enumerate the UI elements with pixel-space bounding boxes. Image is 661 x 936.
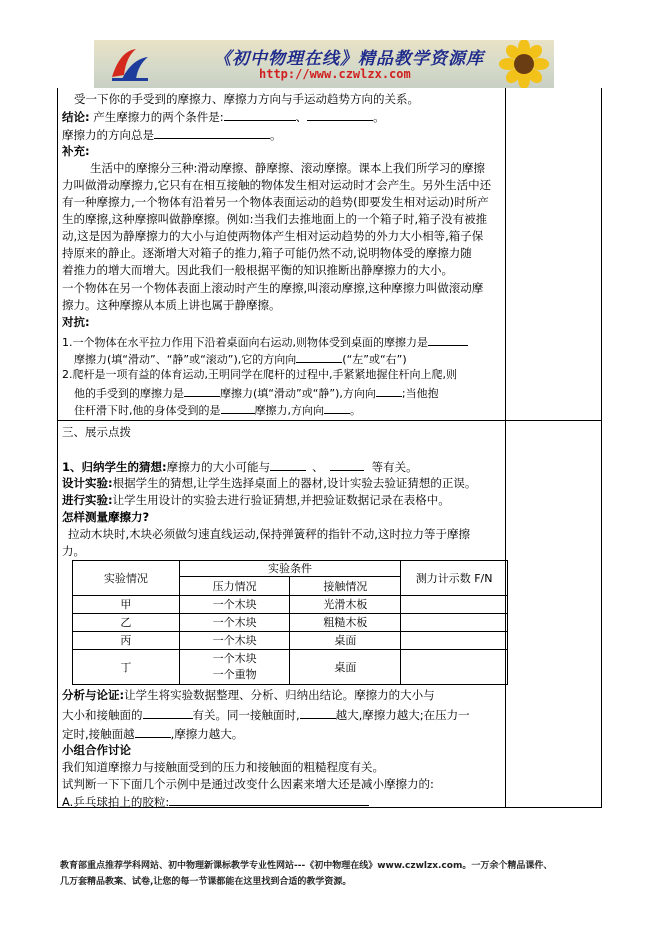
question-1-options: (“左”或“右”): [342, 353, 407, 366]
conclusion-label: 结论:: [62, 110, 90, 124]
conclusion-line: [62, 108, 385, 125]
how-label: 怎样测量摩擦力?: [62, 510, 150, 524]
row-pressure-1: 一个木块: [212, 652, 257, 665]
period: 。: [270, 128, 282, 142]
row-pressure-2: 一个重物: [212, 668, 257, 681]
question-2-line-3: [74, 401, 361, 419]
row-contact: 粗糙木板: [290, 614, 401, 632]
conclusion-text: 产生摩擦力的两个条件是:: [93, 110, 224, 124]
header-reading: 测力计示数 F/N: [401, 561, 508, 596]
supplement-label: 补充:: [62, 144, 90, 158]
separator: 、: [295, 110, 308, 124]
guess-end: 等有关。: [371, 460, 418, 474]
blank-direction[interactable]: [154, 126, 270, 139]
row-pressure: 一个木块: [179, 614, 290, 632]
row-reading-cell[interactable]: [401, 614, 508, 632]
question-2-text-e: 摩擦力,方向向: [254, 404, 324, 417]
row-name: 甲: [73, 596, 180, 614]
logo-icon: [110, 47, 150, 83]
supplement-p2-line-2: 擦力。这种摩擦从本质上讲也属于静摩擦。: [62, 298, 281, 312]
question-1-line-1: [62, 333, 468, 351]
supplement-p2-line-1: 一个物体在另一个物体表面上滚动时产生的摩擦,叫滚动摩擦,这种摩擦力叫做滚动摩: [62, 281, 484, 295]
table-row: [73, 650, 508, 685]
blank-analysis-rough[interactable]: [135, 725, 171, 738]
question-2-line-1: 2.爬杆是一项有益的体育运动,王明同学在爬杆的过程中,手紧紧地握住杆向上爬,则: [62, 368, 457, 381]
group-text-2: 试判断一下下面几个示例中是通过改变什么因素来增大还是减小摩擦力的:: [62, 777, 434, 791]
header-conditions: 实验条件: [179, 561, 400, 577]
page-footer: [60, 858, 605, 890]
analysis-text-3b: ,摩擦力越大。: [170, 727, 244, 741]
question-1-text: 1.一个物体在水平拉力作用下沿着桌面向右运动,则物体受到桌面的摩擦力是: [62, 336, 428, 349]
footer-line-1: 教育部重点推荐学科网站、初中物理新课标教学专业性网站---《初中物理在线》www.czwlzx.com。一万余个精品课件、: [60, 861, 553, 871]
row-reading-cell[interactable]: [401, 632, 508, 650]
blank-analysis-pressure[interactable]: [300, 706, 336, 719]
blank-q2-type[interactable]: [184, 384, 220, 397]
question-1-line-2: [74, 350, 407, 368]
supplement-p1-line-6: 持原来的静止。逐渐增大对箱子的推力,箱子可能仍然不动,说明物体受的摩擦力随: [62, 246, 472, 260]
supplement-p1-line-7: 着推力的增大而增大。因此我们一般根据平衡的知识推断出静摩擦力的大小。: [62, 263, 453, 277]
guess-line: [62, 458, 418, 475]
blank-q2-slide-direction[interactable]: [324, 401, 350, 414]
row-name: 丙: [73, 632, 180, 650]
sunflower-icon: [496, 40, 552, 88]
row-contact: 桌面: [290, 650, 401, 685]
analysis-text-3a: 定时,接触面越: [62, 727, 135, 741]
blank-q1-type[interactable]: [428, 333, 468, 346]
blank-q1-direction[interactable]: [296, 350, 342, 363]
analysis-text-2b: 有关。同一接触面时,: [192, 708, 300, 722]
row-pressure: 一个木块: [179, 596, 290, 614]
banner-title: 《初中物理在线》精品教学资源库: [214, 49, 484, 69]
analysis-line-3: [62, 725, 243, 742]
period: 。: [373, 110, 385, 124]
table-row: [73, 614, 508, 632]
do-label: 进行实验:: [62, 493, 113, 507]
analysis-text-2a: 大小和接触面的: [62, 708, 143, 722]
group-text-1: 我们知道摩擦力与接触面受到的压力和接触面的粗糙程度有关。: [62, 760, 384, 774]
header-banner: [94, 40, 554, 88]
row-reading-cell[interactable]: [401, 650, 508, 685]
how-text-line-2: 力。: [62, 544, 85, 558]
direction-line: [62, 126, 282, 143]
design-text: 根据学生的猜想,让学生选择桌面上的器材,设计实验去验证猜想的正误。: [112, 476, 477, 490]
do-text: 让学生用设计的实验去进行验证猜想,并把验证数据记录在表格中。: [112, 493, 450, 507]
direction-text: 摩擦力的方向总是: [62, 128, 154, 142]
intro-line: 受一下你的手受到的摩擦力、摩擦力方向与手运动趋势方向的关系。: [74, 92, 419, 106]
row-reading-cell[interactable]: [401, 596, 508, 614]
header-situation: 实验情况: [73, 561, 180, 596]
supplement-p1-line-1: 生活中的摩擦分三种:滑动摩擦、静摩擦、滚动摩擦。课本上我们所学习的摩擦: [90, 161, 485, 175]
separator: 、: [312, 460, 324, 474]
question-2-text-d: 住杆滑下时,他的身体受到的是: [74, 404, 221, 417]
supplement-p1-line-2: 力叫做滑动摩擦力,它只有在相互接触的物体发生相对运动时才会产生。另外生活中还: [62, 178, 492, 192]
table-row: [73, 632, 508, 650]
analysis-line-2: [62, 706, 470, 723]
row-contact: 光滑木板: [290, 596, 401, 614]
experiment-table: [72, 560, 508, 685]
blank-condition-1[interactable]: [224, 108, 296, 121]
question-2-text-a: 他的手受到的摩擦力是: [74, 387, 184, 400]
row-contact: 桌面: [290, 632, 401, 650]
do-line: [62, 492, 450, 508]
question-2-line-2: [74, 384, 439, 402]
supplement-p1-line-4: 生的摩擦,这种摩擦叫做静摩擦。例如:当我们去推地面上的一个箱子时,箱子没有被推: [62, 212, 488, 226]
header-pressure: 压力情况: [179, 577, 290, 596]
period: 。: [350, 404, 361, 417]
analysis-text-1: 让学生将实验数据整理、分析、归纳出结论。摩擦力的大小与: [124, 688, 435, 702]
analysis-label: 分析与论证:: [62, 688, 125, 702]
row-pressure: 一个木块: [179, 632, 290, 650]
guess-label: 1、归纳学生的猜想:: [62, 460, 167, 474]
blank-guess-2[interactable]: [330, 458, 364, 471]
row-name: 乙: [73, 614, 180, 632]
question-1-hint: 摩擦力(填“滑动”、“静”或“滚动”),它的方向向: [74, 353, 297, 366]
analysis-text-2c: 越大,摩擦力越大;在压力一: [335, 708, 470, 722]
blank-q2-direction[interactable]: [376, 384, 402, 397]
blank-condition-2[interactable]: [307, 108, 373, 121]
question-2-text-b: 摩擦力(填“滑动”或“静”),方向向: [220, 387, 376, 400]
question-2-text-c: ;当他抱: [401, 387, 439, 400]
design-line: [62, 475, 476, 491]
blank-q2-slide-type[interactable]: [221, 401, 255, 414]
blank-item-a[interactable]: [169, 793, 369, 806]
analysis-line-1: [62, 687, 435, 703]
row-name: 丁: [73, 650, 180, 685]
group-label: 小组合作讨论: [62, 743, 131, 757]
group-item-a: [62, 793, 369, 810]
footer-line-2: 几万套精品教案、试卷,让您的每一节课都能在这里找到合适的教学资源。: [60, 877, 352, 887]
supplement-p1-line-5: 动,这是因为静摩擦力的大小与迫使两物体产生相对运动趋势的外力大小相等,箱子保: [62, 229, 484, 243]
banner-url[interactable]: http://www.czwlzx.com: [259, 67, 411, 81]
practice-label: 对抗:: [62, 315, 90, 329]
how-text-line-1: 拉动木块时,木块必须做匀速直线运动,保持弹簧秤的指针不动,这时拉力等于摩擦: [68, 527, 470, 541]
blank-guess-1[interactable]: [270, 458, 306, 471]
supplement-p1-line-3: 有一种摩擦力,一个物体有沿着另一个物体表面运动的趋势(即要发生相对运动)时所产: [62, 195, 489, 209]
table-row: [73, 596, 508, 614]
design-label: 设计实验:: [62, 476, 113, 490]
guess-text: 摩擦力的大小可能与: [166, 460, 271, 474]
group-item-a-text: A.乒乓球拍上的胶粒:: [62, 795, 170, 809]
section-heading: 三、展示点拨: [62, 425, 131, 439]
blank-analysis-surface[interactable]: [143, 706, 193, 719]
header-contact: 接触情况: [290, 577, 401, 596]
row-pressure: [179, 650, 290, 685]
